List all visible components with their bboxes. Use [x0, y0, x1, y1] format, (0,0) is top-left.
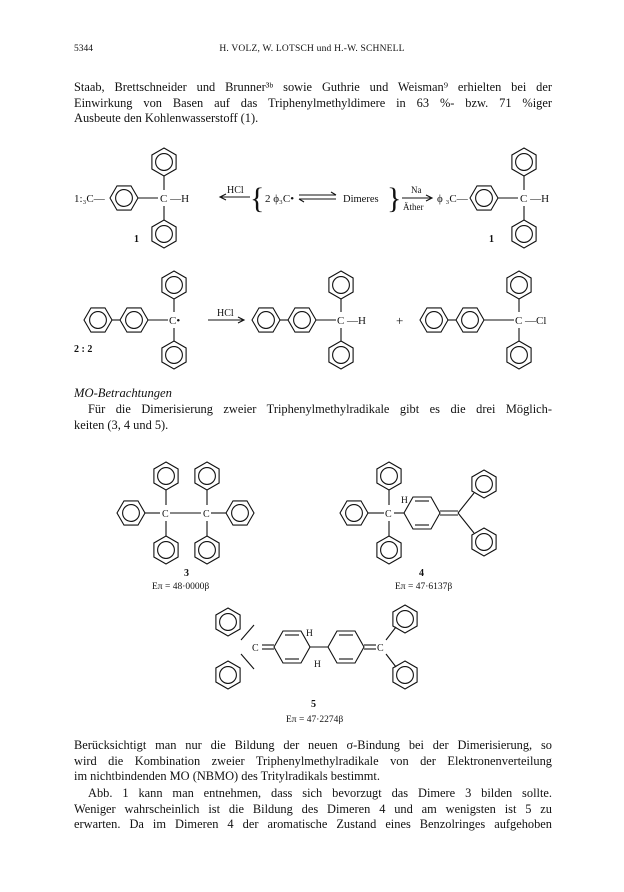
structure-4 — [340, 462, 496, 592]
radical-label: 2 ϕ₃C• — [265, 193, 295, 205]
right-group-label: ϕ ₃C— — [437, 193, 468, 205]
bond — [458, 493, 474, 513]
benzene-ring — [393, 605, 417, 633]
benzene-ring — [216, 661, 240, 689]
text-line: Staab, Brettschneider und Brunner³ᵇ sowie Guthrie und Weisman⁹ erhielten bei der — [74, 80, 552, 94]
scheme-1 — [74, 148, 549, 248]
brace-open: { — [250, 182, 265, 215]
arrow-label-na: Na — [411, 185, 422, 195]
arrow-label-hcl: HCl — [227, 185, 244, 196]
product-cl-label: —Cl — [525, 315, 547, 327]
arrow-label-hcl: HCl — [217, 308, 234, 319]
benzene-ring — [288, 308, 316, 332]
benzene-ring — [226, 501, 254, 525]
benzene-ring — [377, 536, 401, 564]
text-line: keiten (3, 4 und 5). — [74, 417, 169, 432]
running-title: H. VOLZ, W. LOTSCH und H.-W. SCHNELL — [219, 44, 405, 54]
benzene-ring — [110, 186, 138, 210]
benzene-ring — [195, 462, 219, 490]
ch-label: C —H — [160, 193, 190, 205]
benzene-ring — [152, 148, 176, 176]
carbon-label: C — [252, 643, 259, 654]
benzene-ring — [120, 308, 148, 332]
carbon-label: C — [377, 643, 384, 654]
hydrogen-label: H — [306, 629, 313, 639]
carbon-label: C — [203, 509, 210, 520]
benzene-ring — [152, 220, 176, 248]
benzene-ring — [195, 536, 219, 564]
compound-label: 1 — [489, 234, 494, 245]
benzene-ring — [393, 661, 417, 689]
energy-label: Eπ = 48·0000β — [152, 582, 210, 592]
compound-label: 5 — [311, 699, 316, 710]
benzene-ring — [512, 148, 536, 176]
benzene-ring — [507, 271, 531, 299]
benzene-ring — [512, 220, 536, 248]
text-line: Für die Dimerisierung zweier Triphenylmethylradikale gibt es die drei Möglich- — [88, 402, 552, 416]
product-h-label: —H — [347, 315, 366, 327]
benzene-ring — [329, 341, 353, 369]
text-line: im nichtbindenden MO (NBMO) des Tritylradikals bestimmt. — [74, 769, 380, 783]
energy-label: Eπ = 47·6137β — [395, 582, 453, 592]
arrow-label-ether: Äther — [403, 202, 424, 212]
left-group-label: 1:₃C— — [74, 193, 105, 205]
carbon-label: C — [162, 509, 169, 520]
benzene-ring — [420, 308, 448, 332]
carbon-label: C — [385, 509, 392, 520]
compound-label: 1 — [134, 234, 139, 245]
benzene-ring — [472, 528, 496, 556]
hydrogen-label: H — [314, 660, 321, 670]
quinoid-ring — [404, 497, 440, 529]
ch-label: C —H — [520, 193, 550, 205]
bond — [458, 513, 474, 533]
energy-label: Eπ = 47·2274β — [286, 715, 344, 725]
text-line: Berücksichtigt man nur die Bildung der neuen σ-Bindung bei der Dimerisierung, so — [74, 738, 552, 752]
benzene-ring — [117, 501, 145, 525]
compound-label: 3 — [184, 568, 189, 579]
bond — [241, 625, 254, 640]
quinoid-ring — [274, 631, 310, 663]
scheme-2 — [74, 271, 546, 369]
structure-3 — [117, 462, 254, 592]
structure-5 — [216, 605, 417, 725]
text-line: Ausbeute den Kohlenwasserstoff (1). — [74, 111, 259, 125]
benzene-ring — [216, 608, 240, 636]
text-line: erwarten. Da im Dimeren 4 der aromatische Zustand eines Benzolringes aufgehoben — [74, 817, 552, 831]
benzene-ring — [472, 470, 496, 498]
benzene-ring — [377, 462, 401, 490]
bond — [386, 627, 396, 640]
radical-c-label: C• — [169, 315, 181, 327]
text-line: Abb. 1 kann man entnehmen, dass sich bevorzugt das Dimere 3 bilden sollte. — [88, 786, 552, 800]
benzene-ring — [84, 308, 112, 332]
benzene-ring — [456, 308, 484, 332]
page-number: 5344 — [74, 44, 93, 54]
benzene-ring — [154, 536, 178, 564]
brace-close: } — [387, 182, 402, 215]
compound-label: 2 : 2 — [74, 344, 93, 355]
benzene-ring — [507, 341, 531, 369]
plus-sign: + — [396, 313, 404, 328]
benzene-ring — [329, 271, 353, 299]
product-c-label: C — [515, 315, 523, 327]
section-title: MO-Betrachtungen — [74, 386, 172, 400]
quinoid-ring — [328, 631, 364, 663]
benzene-ring — [252, 308, 280, 332]
text-line: Weniger wahrscheinlich ist die Bildung des Dimeren 4 und am wenigsten ist 5 zu — [74, 801, 552, 816]
bond — [386, 654, 396, 667]
benzene-ring — [162, 271, 186, 299]
text-line: Einwirkung von Basen auf das Triphenylmethyldimere in 63 %- bzw. 71 %iger — [74, 95, 552, 110]
benzene-ring — [154, 462, 178, 490]
text-line: wird die Kombination zweier Triphenylmethylradikale von der Elektronenverteilung — [74, 753, 552, 768]
bond — [241, 654, 254, 669]
benzene-ring — [340, 501, 368, 525]
product-c-label: C — [337, 315, 345, 327]
compound-label: 4 — [419, 568, 424, 579]
dimeres-label: Dimeres — [343, 194, 379, 205]
benzene-ring — [162, 341, 186, 369]
hydrogen-label: H — [401, 496, 408, 506]
benzene-ring — [470, 186, 498, 210]
